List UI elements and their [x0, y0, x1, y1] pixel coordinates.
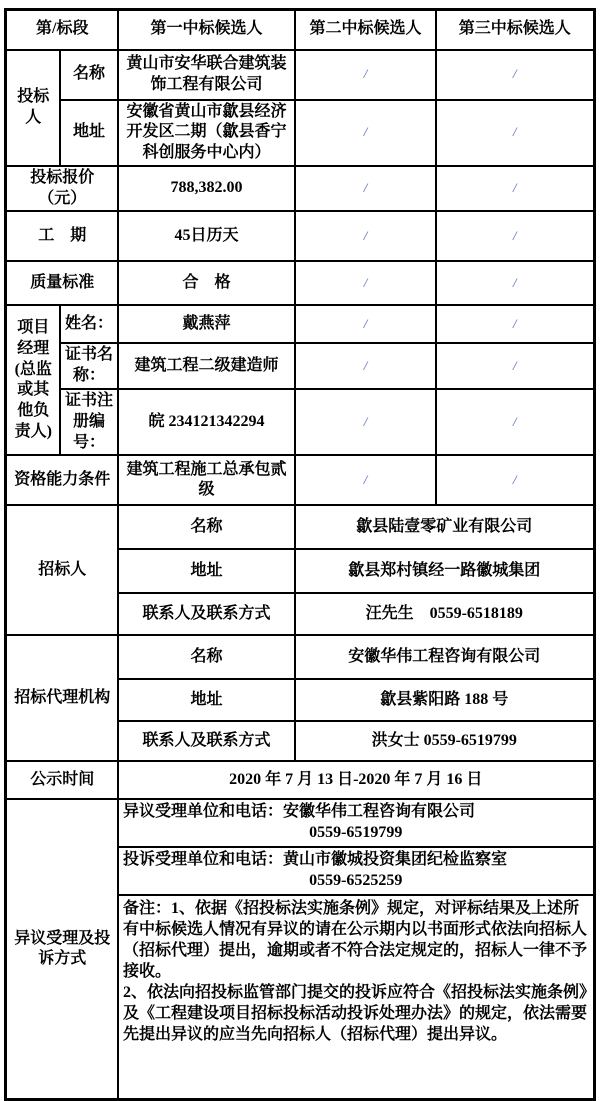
- objection-unit-line: 异议受理单位和电话：安徽华伟工程咨询有限公司: [123, 803, 476, 821]
- agency-contact-value: 洪女士 0559-6519799: [295, 721, 594, 761]
- agency-addr-label: 地址: [118, 679, 295, 721]
- manager-label: 项目经理(总监或其他负责人): [6, 305, 60, 455]
- manager-cert-row: [6, 343, 594, 389]
- publicity-time-row: [6, 761, 594, 799]
- bid-result-table: [4, 8, 595, 1101]
- agency-name-value: 安徽华伟工程咨询有限公司: [295, 635, 594, 679]
- manager-cert-value: 建筑工程二级建造师: [118, 343, 295, 389]
- objection-section-label: 异议受理及投诉方式: [6, 799, 118, 1099]
- complaint-unit-cell: [118, 847, 594, 895]
- qualification-value: 建筑工程施工总承包贰级: [118, 455, 295, 505]
- header-candidate1-col: 第一中标候选人: [118, 10, 295, 50]
- bidder-name-label: 名称: [60, 50, 118, 100]
- manager-cert-no-value: 皖 234121342294: [118, 389, 295, 455]
- complaint-unit-line: 投诉受理单位和电话：黄山市徽城投资集团纪检监察室: [123, 851, 508, 869]
- qualification-label: 资格能力条件: [6, 455, 118, 505]
- empty-slash-cell: /: [295, 211, 436, 261]
- tenderee-name-label: 名称: [118, 505, 295, 549]
- bid-price-label: 投标报价（元）: [6, 166, 118, 212]
- manager-cert-label: 证书名称：: [60, 343, 118, 389]
- empty-slash-cell: /: [295, 50, 436, 100]
- agency-name-row: [6, 635, 594, 679]
- empty-slash-cell: /: [436, 211, 594, 261]
- publicity-time-label: 公示时间: [6, 761, 118, 799]
- agency-addr-value: 歙县紫阳路 188 号: [295, 679, 594, 721]
- empty-slash-cell: /: [295, 305, 436, 343]
- header-candidate2-col: 第二中标候选人: [295, 10, 436, 50]
- empty-slash-cell: /: [295, 166, 436, 212]
- quality-value: 合 格: [118, 261, 295, 305]
- agency-contact-label: 联系人及联系方式: [118, 721, 295, 761]
- publicity-time-value: 2020 年 7 月 13 日-2020 年 7 月 16 日: [118, 761, 594, 799]
- empty-slash-cell: /: [436, 343, 594, 389]
- qualification-row: [6, 455, 594, 505]
- manager-name-row: [6, 305, 594, 343]
- tenderee-addr-label: 地址: [118, 549, 295, 593]
- empty-slash-cell: /: [295, 343, 436, 389]
- duration-label: 工 期: [6, 211, 118, 261]
- tenderee-label: 招标人: [6, 505, 118, 635]
- empty-slash-cell: /: [436, 166, 594, 212]
- header-candidate3-col: 第三中标候选人: [436, 10, 594, 50]
- quality-label: 质量标准: [6, 261, 118, 305]
- header-section-col: 第/标段: [6, 10, 118, 50]
- objection-unit-cell: [118, 799, 594, 847]
- bidder-label: 投标人: [6, 50, 60, 166]
- bidder-address-row: [6, 100, 594, 166]
- duration-value: 45日历天: [118, 211, 295, 261]
- remark-cell: [118, 895, 594, 1100]
- complaint-phone: 0559-6525259: [309, 871, 403, 889]
- empty-slash-cell: /: [295, 455, 436, 505]
- remark-note-1: 备注：1、依据《招投标法实施条例》规定，对评标结果及上述所有中标候选人情况有异议的请在公示期内以书面形式依法向招标人（招标代理）提出，逾期或者不符合法定规定的，招标人一律不予接收。: [123, 899, 588, 980]
- empty-slash-cell: /: [295, 100, 436, 166]
- empty-slash-cell: /: [436, 261, 594, 305]
- empty-slash-cell: /: [436, 100, 594, 166]
- manager-cert-no-label: 证书注册编号：: [60, 389, 118, 455]
- agency-label: 招标代理机构: [6, 635, 118, 761]
- tenderee-name-value: 歙县陆壹零矿业有限公司: [295, 505, 594, 549]
- bidder-addr-value: 安徽省黄山市歙县经济开发区二期（歙县香宁科创服务中心内）: [118, 100, 295, 166]
- bid-price-row: [6, 166, 594, 212]
- bidder-name-row: [6, 50, 594, 100]
- objection-phone: 0559-6519799: [309, 824, 403, 842]
- bid-price-value: 788,382.00: [118, 166, 295, 212]
- tenderee-contact-label: 联系人及联系方式: [118, 593, 295, 635]
- tenderee-addr-value: 歙县郑村镇经一路徽城集团: [295, 549, 594, 593]
- bidder-addr-label: 地址: [60, 100, 118, 166]
- tenderee-name-row: [6, 505, 594, 549]
- manager-name-label: 姓名：: [60, 305, 118, 343]
- objection-unit-row: [6, 799, 594, 847]
- header-row: [6, 10, 594, 50]
- duration-row: [6, 211, 594, 261]
- empty-slash-cell: /: [436, 50, 594, 100]
- agency-name-label: 名称: [118, 635, 295, 679]
- remark-note-2: 2、依法向招投标监管部门提交的投诉应符合《招投标法实施条例》及《工程建设项目招标投标活动投诉处理办法》的规定，依法需要先提出异议的应当先向招标人（招标代理）提出异议。: [123, 984, 588, 1044]
- quality-row: [6, 261, 594, 305]
- manager-name-value: 戴燕萍: [118, 305, 295, 343]
- empty-slash-cell: /: [295, 389, 436, 455]
- empty-slash-cell: /: [295, 261, 436, 305]
- empty-slash-cell: /: [436, 305, 594, 343]
- empty-slash-cell: /: [436, 389, 594, 455]
- empty-slash-cell: /: [436, 455, 594, 505]
- bidder-name-value: 黄山市安华联合建筑装饰工程有限公司: [118, 50, 295, 100]
- tenderee-contact-value: 汪先生 0559-6518189: [295, 593, 594, 635]
- manager-cert-no-row: [6, 389, 594, 455]
